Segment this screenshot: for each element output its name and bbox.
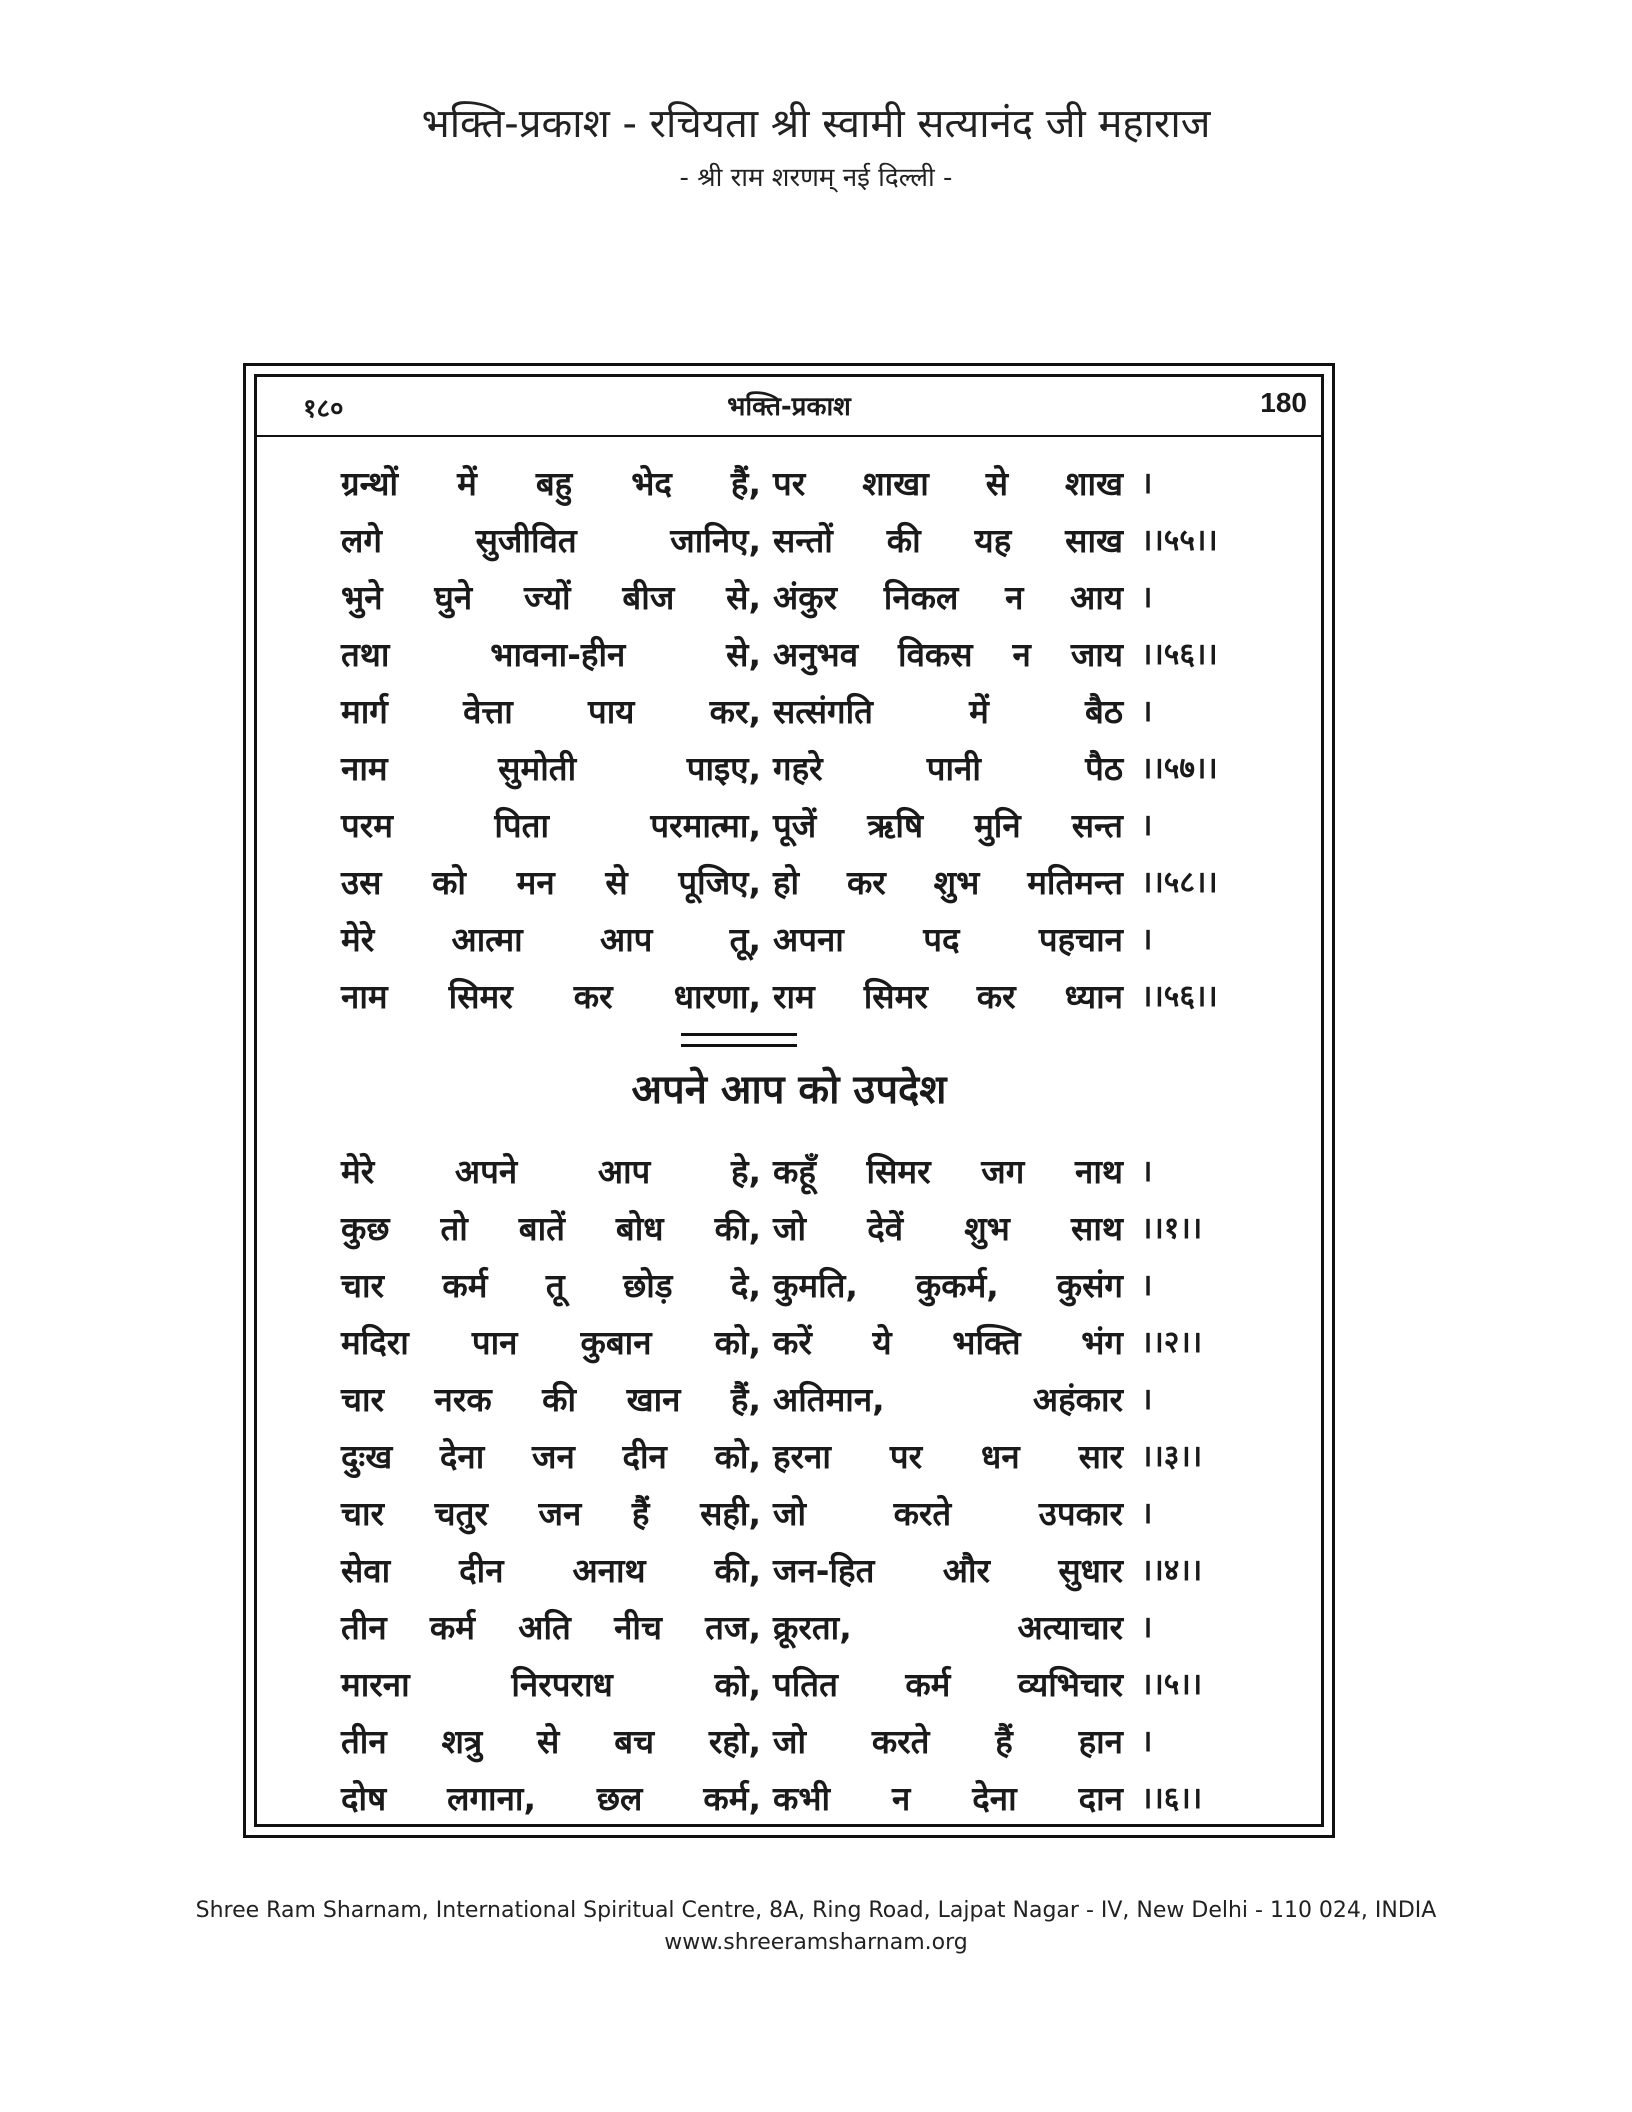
verse-first-half: सेवा दीन अनाथ की, bbox=[341, 1551, 761, 1590]
verse-mark: ।।५६।। bbox=[1141, 637, 1218, 672]
verse-second-half: पर शाखा से शाख bbox=[773, 464, 1123, 503]
verse-line bbox=[341, 512, 1281, 569]
verse-line bbox=[341, 740, 1281, 797]
verse-second-half: अपना पद पहचान bbox=[773, 920, 1123, 959]
section-divider bbox=[681, 1033, 797, 1047]
verse-first-half: परम पिता परमात्मा, bbox=[341, 806, 761, 845]
verse-first-half: मदिरा पान कुबान को, bbox=[341, 1323, 761, 1362]
verse-first-half: दोष लगाना, छल कर्म, bbox=[341, 1779, 761, 1818]
verse-line bbox=[341, 1143, 1281, 1200]
verse-line bbox=[341, 1485, 1281, 1542]
verse-mark: । bbox=[1141, 922, 1153, 957]
verse-second-half: पूजें ऋषि मुनि सन्त bbox=[773, 806, 1123, 845]
page-footer bbox=[0, 1895, 1632, 1959]
header-title: भक्ति-प्रकाश - रचियता श्री स्वामी सत्यानंद जी महाराज bbox=[421, 101, 1211, 147]
verse-second-half: जन-हित और सुधार bbox=[773, 1551, 1123, 1590]
verse-mark: ।।५५।। bbox=[1141, 523, 1218, 558]
verse-mark: । bbox=[1141, 808, 1153, 843]
verse-first-half: नाम सिमर कर धारणा, bbox=[341, 977, 761, 1016]
verse-second-half: जो करते हैं हान bbox=[773, 1722, 1123, 1761]
book-page-frame bbox=[243, 363, 1335, 1838]
verse-second-half: कुमति, कुकर्म, कुसंग bbox=[773, 1266, 1123, 1305]
footer-website[interactable]: www.shreeramsharnam.org bbox=[664, 1930, 968, 1955]
verse-first-half: चार चतुर जन हैं सही, bbox=[341, 1494, 761, 1533]
verse-block-section bbox=[341, 1143, 1281, 1827]
verse-first-half: मार्ग वेत्ता पाय कर, bbox=[341, 692, 761, 731]
book-page-inner-frame bbox=[254, 374, 1324, 1827]
verse-line bbox=[341, 1656, 1281, 1713]
verse-first-half: मेरे आत्मा आप तू, bbox=[341, 920, 761, 959]
verse-first-half: तीन शत्रु से बच रहो, bbox=[341, 1722, 761, 1761]
verse-first-half: कुछ तो बातें बोध की, bbox=[341, 1209, 761, 1248]
verse-second-half: हो कर शुभ मतिमन्त bbox=[773, 863, 1123, 902]
verse-mark: ।।२।। bbox=[1141, 1325, 1203, 1360]
verse-mark: । bbox=[1141, 580, 1153, 615]
verse-line bbox=[341, 1713, 1281, 1770]
verse-first-half: चार कर्म तू छोड़ दे, bbox=[341, 1266, 761, 1305]
verse-mark: ।।५६।। bbox=[1141, 979, 1218, 1014]
verse-line bbox=[341, 1770, 1281, 1827]
verse-line bbox=[341, 683, 1281, 740]
verse-mark: ।।३।। bbox=[1141, 1439, 1203, 1474]
verse-second-half: क्रूरता, अत्याचार bbox=[773, 1608, 1123, 1647]
section-title: अपने आप को उपदेश bbox=[631, 1067, 947, 1113]
verse-first-half: दुःख देना जन दीन को, bbox=[341, 1437, 761, 1476]
verse-mark: ।।५८।। bbox=[1141, 865, 1218, 900]
verse-second-half: हरना पर धन सार bbox=[773, 1437, 1123, 1476]
verse-line bbox=[341, 626, 1281, 683]
verse-line bbox=[341, 1314, 1281, 1371]
verse-mark: । bbox=[1141, 694, 1153, 729]
verse-line bbox=[341, 569, 1281, 626]
verse-line bbox=[341, 1542, 1281, 1599]
running-title: भक्ति-प्रकाश bbox=[727, 392, 851, 422]
verse-second-half: कभी न देना दान bbox=[773, 1779, 1123, 1818]
page-number-devanagari: १८० bbox=[303, 394, 344, 424]
verse-line bbox=[341, 1257, 1281, 1314]
verse-mark: । bbox=[1141, 1724, 1153, 1759]
verse-first-half: तीन कर्म अति नीच तज, bbox=[341, 1608, 761, 1647]
verse-second-half: पतित कर्म व्यभिचार bbox=[773, 1665, 1123, 1704]
verse-first-half: लगे सुजीवित जानिए, bbox=[341, 521, 761, 560]
verse-mark: । bbox=[1141, 1154, 1153, 1189]
header-subtitle: - श्री राम शरणम् नई दिल्ली - bbox=[679, 163, 953, 193]
footer-address: Shree Ram Sharnam, International Spiritual Centre, 8A, Ring Road, Lajpat Nagar - IV, New Delhi - 110 024, INDIA bbox=[195, 1898, 1437, 1923]
verse-line bbox=[341, 854, 1281, 911]
verse-first-half: चार नरक की खान हैं, bbox=[341, 1380, 761, 1419]
verse-second-half: जो करते उपकार bbox=[773, 1494, 1123, 1533]
verse-line bbox=[341, 968, 1281, 1025]
verse-first-half: मारना निरपराध को, bbox=[341, 1665, 761, 1704]
page-header bbox=[0, 96, 1632, 200]
verse-mark: ।।५।। bbox=[1141, 1667, 1203, 1702]
verse-first-half: ग्रन्थों में बहु भेद हैं, bbox=[341, 464, 761, 503]
verse-second-half: सन्तों की यह साख bbox=[773, 521, 1123, 560]
verse-first-half: उस को मन से पूजिए, bbox=[341, 863, 761, 902]
verse-second-half: राम सिमर कर ध्यान bbox=[773, 977, 1123, 1016]
verse-line bbox=[341, 1200, 1281, 1257]
verse-mark: । bbox=[1141, 1496, 1153, 1531]
verse-second-half: जो देवें शुभ साथ bbox=[773, 1209, 1123, 1248]
verse-first-half: तथा भावना-हीन से, bbox=[341, 635, 761, 674]
running-head bbox=[257, 377, 1321, 437]
verse-mark: । bbox=[1141, 1610, 1153, 1645]
verse-mark: ।।६।। bbox=[1141, 1781, 1203, 1816]
verse-first-half: मेरे अपने आप हे, bbox=[341, 1152, 761, 1191]
verse-second-half: सत्संगति में बैठ bbox=[773, 692, 1123, 731]
verse-mark: ।।१।। bbox=[1141, 1211, 1203, 1246]
verse-second-half: अंकुर निकल न आय bbox=[773, 578, 1123, 617]
verse-mark: ।।४।। bbox=[1141, 1553, 1203, 1588]
page-number: 180 bbox=[1260, 387, 1307, 418]
verse-mark: ।।५७।। bbox=[1141, 751, 1218, 786]
verse-mark: । bbox=[1141, 466, 1153, 501]
verse-line bbox=[341, 1428, 1281, 1485]
verse-second-half: अतिमान, अहंकार bbox=[773, 1380, 1123, 1419]
verse-second-half: करें ये भक्ति भंग bbox=[773, 1323, 1123, 1362]
verse-first-half: भुने घुने ज्यों बीज से, bbox=[341, 578, 761, 617]
verse-second-half: गहरे पानी पैठ bbox=[773, 749, 1123, 788]
verse-block-continued bbox=[341, 455, 1281, 1025]
verse-line bbox=[341, 455, 1281, 512]
verse-mark: । bbox=[1141, 1268, 1153, 1303]
verse-line bbox=[341, 911, 1281, 968]
verse-line bbox=[341, 1599, 1281, 1656]
verse-line bbox=[341, 797, 1281, 854]
verse-line bbox=[341, 1371, 1281, 1428]
verse-first-half: नाम सुमोती पाइए, bbox=[341, 749, 761, 788]
verse-second-half: अनुभव विकस न जाय bbox=[773, 635, 1123, 674]
verse-second-half: कहूँ सिमर जग नाथ bbox=[773, 1152, 1123, 1191]
verse-mark: । bbox=[1141, 1382, 1153, 1417]
